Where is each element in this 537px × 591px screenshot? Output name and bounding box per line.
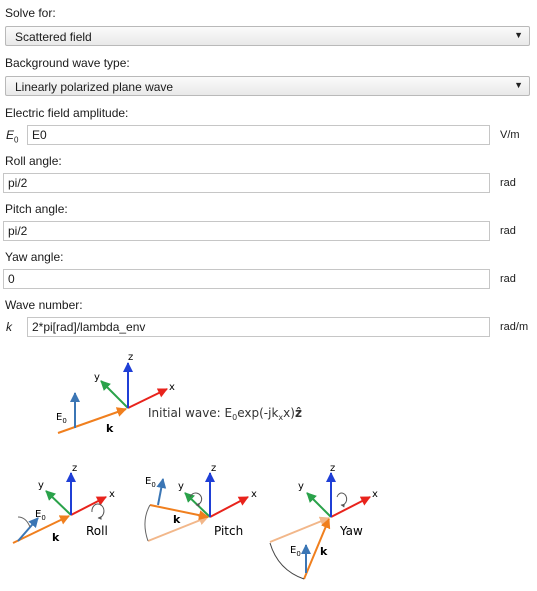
yaw-diagram [270, 463, 378, 579]
amplitude-symbol: $E_0$ [6, 128, 19, 145]
y-axis-arrow [46, 491, 71, 515]
amplitude-input[interactable]: E0 [27, 125, 490, 145]
solve-for-select[interactable] [5, 26, 530, 46]
yaw-unit: rad [500, 273, 516, 285]
background-wave-label: Background wave type: [5, 56, 130, 70]
wave-number-input[interactable]: 2*pi[rad]/lambda_env [27, 317, 490, 337]
initial-wave-label: Initial wave: $E_0\exp(-jk_xx)ẑ$ [148, 406, 302, 422]
e0-label: $E_0$ [145, 476, 156, 489]
chevron-down-icon: ▼ [514, 30, 523, 40]
solve-for-label: Solve for: [5, 6, 56, 20]
k-label: k [106, 422, 114, 435]
y-axis-label: y [298, 481, 304, 492]
pitch-unit: rad [500, 225, 516, 237]
x-axis-arrow [210, 497, 248, 517]
roll-caption: Roll [86, 524, 108, 538]
z-axis-label: z [128, 352, 134, 363]
roll-label: Roll angle: [5, 154, 62, 168]
y-axis-arrow [101, 381, 128, 408]
z-axis-label: z [211, 463, 217, 474]
x-axis-label: x [372, 489, 378, 500]
y-axis-label: y [38, 480, 44, 491]
background-wave-select[interactable] [5, 76, 530, 96]
yaw-rotation-icon [337, 493, 347, 505]
z-axis-label: z [330, 463, 336, 474]
e0-label: $E_0$ [290, 545, 301, 558]
yaw-angle-arc [270, 543, 304, 579]
k-label: k [52, 531, 60, 544]
yaw-label: Yaw angle: [5, 250, 64, 264]
x-axis-label: x [169, 382, 175, 393]
y-axis-arrow [307, 493, 331, 517]
amplitude-unit: V/m [500, 129, 520, 141]
pitch-angle-arc [145, 505, 150, 541]
chevron-down-icon: ▼ [514, 80, 523, 90]
e0-label: $E_0$ [35, 509, 46, 522]
wave-number-symbol: k [6, 320, 12, 334]
x-axis-label: x [251, 489, 257, 500]
wave-number-unit: rad/m [500, 321, 529, 333]
e0-label: $E_0$ [56, 412, 67, 425]
amplitude-label: Electric field amplitude: [5, 106, 129, 120]
x-axis-label: x [109, 489, 115, 500]
yaw-input[interactable]: 0 [3, 269, 490, 289]
y-axis-label: y [178, 481, 184, 492]
pitch-caption: Pitch [214, 524, 244, 538]
k-label: k [320, 545, 328, 558]
e-vector-arrow [158, 479, 163, 505]
solve-for-value: Scattered field [15, 30, 92, 44]
pitch-label: Pitch angle: [5, 202, 68, 216]
roll-input[interactable]: pi/2 [3, 173, 490, 193]
roll-angle-arc [18, 517, 30, 527]
roll-diagram [13, 463, 115, 544]
pitch-input[interactable]: pi/2 [3, 221, 490, 241]
x-axis-arrow [331, 497, 370, 517]
initial-wave-diagram [56, 352, 302, 435]
e-vector-arrow [18, 518, 38, 541]
y-axis-label: y [94, 372, 100, 383]
roll-unit: rad [500, 177, 516, 189]
yaw-caption: Yaw [340, 524, 363, 538]
wave-orientation-figure [8, 345, 380, 583]
pitch-diagram [145, 463, 257, 541]
k-label: k [173, 513, 181, 526]
wave-number-label: Wave number: [5, 298, 83, 312]
x-axis-arrow [71, 497, 106, 515]
k-vector-arrow [58, 409, 126, 433]
z-axis-label: z [72, 463, 78, 474]
roll-rotation-icon [92, 504, 104, 518]
background-wave-value: Linearly polarized plane wave [15, 80, 174, 94]
